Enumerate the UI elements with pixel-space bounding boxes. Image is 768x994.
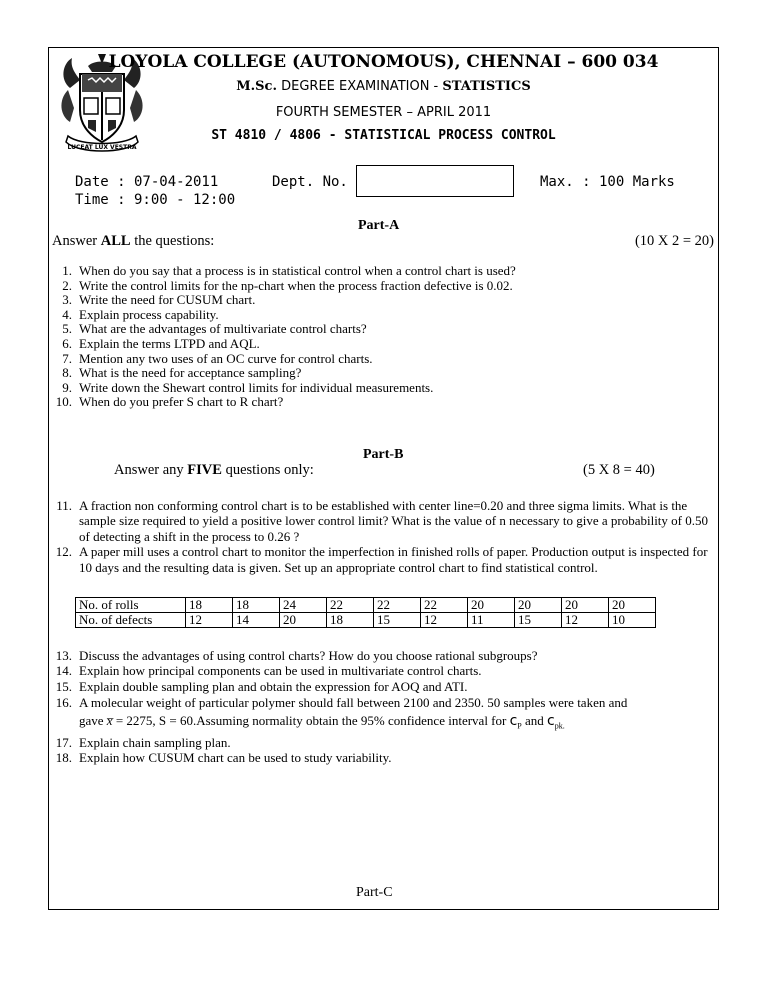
question-item: 4. Explain process capability. xyxy=(62,306,219,322)
degree-bold: M.Sc. xyxy=(236,79,277,94)
defects-data-table xyxy=(75,597,656,628)
part-a-title: Part-A xyxy=(358,218,400,233)
question-item: 18. Explain how CUSUM chart can be used to study variability. xyxy=(55,750,392,766)
course-title: ST 4810 / 4806 - STATISTICAL PROCESS CONTROL xyxy=(211,128,556,143)
exam-time: Time : 9:00 - 12:00 xyxy=(75,192,236,208)
table-row: No. of defects 12 14 20 18 15 12 11 15 12 10 xyxy=(76,613,656,628)
question-item: 12. A paper mill uses a control chart to monitor the imperfection in finished rolls of paper. Production output is inspected for 10 days and the resulting data is given. Set up an appropriate control chart to find statistical control. xyxy=(55,544,708,575)
xbar-symbol: x̅ xyxy=(106,712,113,728)
question-item: 11. A fraction non conforming control chart is to be established with center line=0.20 and three sigma limits. What is the sample size required to yield a positive lower control limit? What is the value of n necessary to give a probability of 0.50 of detecting a shift in the process to 0.26 ? xyxy=(56,498,709,544)
question-item: 5. What are the advantages of multivariate control charts? xyxy=(62,321,367,337)
degree-line xyxy=(48,79,719,94)
part-a-instruction xyxy=(52,233,214,250)
part-b-instruction xyxy=(114,462,314,479)
question-item: 17. Explain chain sampling plan. xyxy=(55,734,231,750)
question-item: 15. Explain double sampling plan and obtain the expression for AOQ and ATI. xyxy=(55,678,468,694)
question-item: 8. What is the need for acceptance sampling? xyxy=(62,365,302,381)
question-item: 14. Explain how principal components can be used in multivariate control charts. xyxy=(55,663,482,679)
degree-text: DEGREE EXAMINATION - xyxy=(277,79,443,94)
semester-line: FOURTH SEMESTER – APRIL 2011 xyxy=(275,105,492,120)
dept-label: Dept. No. xyxy=(272,174,348,190)
question-item: 2. Write the control limits for the np-chart when the process fraction defective is 0.02. xyxy=(62,277,513,293)
exam-date: Date : 07-04-2011 xyxy=(75,174,219,190)
part-b-question-list-2 xyxy=(52,648,714,766)
part-b-instruction-post: questions only: xyxy=(221,462,314,478)
question-item: 13. Discuss the advantages of using control charts? How do you choose rational subgroups? xyxy=(55,648,538,663)
part-a-question-list xyxy=(52,264,712,410)
question-item: 7. Mention any two uses of an OC curve for control charts. xyxy=(62,350,373,366)
question-item: 6. Explain the terms LTPD and AQL. xyxy=(62,335,260,351)
table-row: No. of rolls 18 18 24 22 22 22 20 20 20 20 xyxy=(76,598,656,613)
max-marks: Max. : 100 Marks xyxy=(540,174,675,190)
part-a-marks: (10 X 2 = 20) xyxy=(634,233,714,249)
part-c-title: Part-C xyxy=(356,885,393,900)
question-item: 10. When do you prefer S chart to R chart? xyxy=(55,394,284,410)
question-item: 3. Write the need for CUSUM chart. xyxy=(62,292,256,308)
question-item: 9. Write down the Shewart control limits for individual measurements. xyxy=(62,379,434,395)
question-item: 16. A molecular weight of particular polymer should fall between 2100 and 2350. 50 samples were taken and gave x̅ = 2275, S = 60.Assuming normality obtain the 95% confidence interval for $c_P$ and $c_{pk.}$ xyxy=(55,695,628,731)
part-a-instruction-post: the questions: xyxy=(130,233,215,249)
part-b-instruction-pre: Answer any xyxy=(114,462,188,478)
part-b-title: Part-B xyxy=(363,447,404,462)
degree-subject: STATISTICS xyxy=(442,79,531,94)
svg-text:LUCEAT LUX VESTRA: LUCEAT LUX VESTRA xyxy=(67,144,137,151)
dept-number-box[interactable] xyxy=(356,165,514,197)
college-name: LOYOLA COLLEGE (AUTONOMOUS), CHENNAI – 600 034 xyxy=(108,52,659,72)
part-a-instruction-pre: Answer xyxy=(52,233,101,249)
part-b-question-list-1 xyxy=(52,498,714,575)
question-item: 1. When do you say that a process is in statistical control when a control chart is used? xyxy=(62,263,516,278)
part-b-instruction-bold: FIVE xyxy=(187,462,222,478)
part-a-instruction-bold: ALL xyxy=(100,233,131,249)
part-b-marks: (5 X 8 = 40) xyxy=(583,462,655,478)
